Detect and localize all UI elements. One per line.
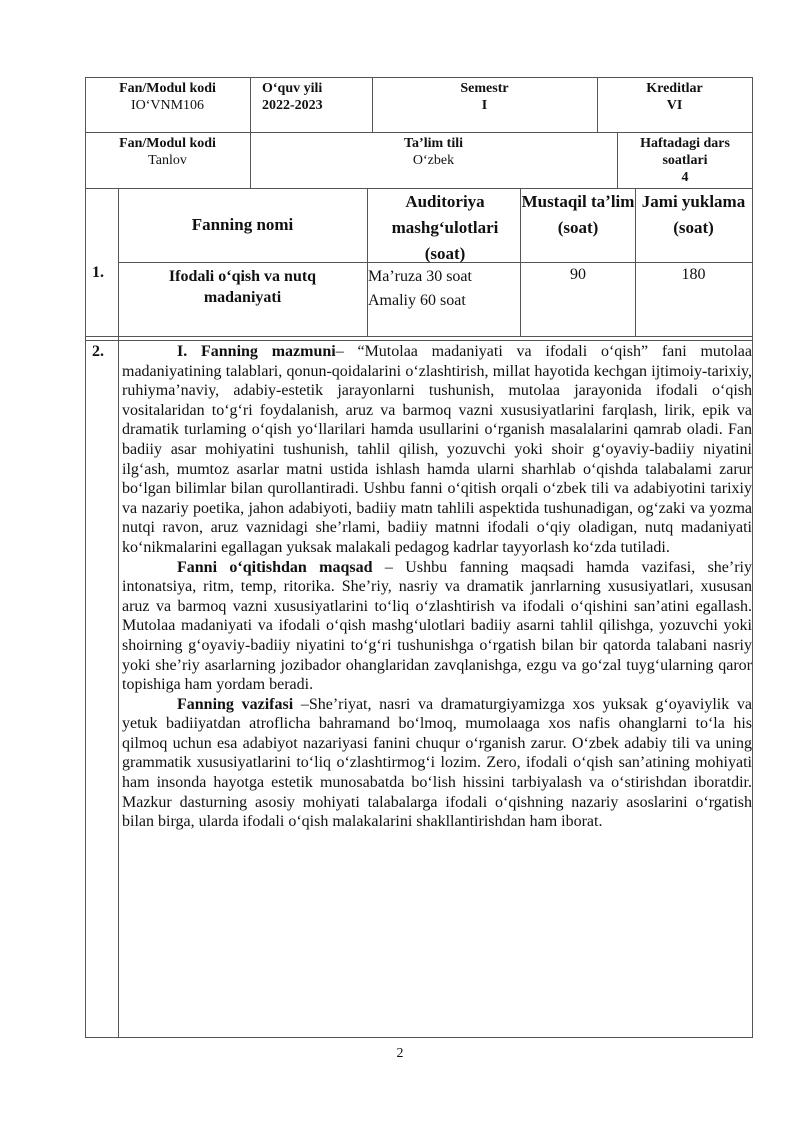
language-value: Oʻzbek [412, 153, 455, 168]
goal-paragraph [122, 558, 752, 695]
semester-value: I [481, 98, 488, 113]
weekly-hours-cell [630, 135, 740, 186]
practice-hours-text: Amaliy 60 soat [368, 292, 466, 309]
content-text: – “Mutolaa madaniyati va ifodali oʻqish” fani mutolaa madaniyatining talablari, qonun-qoidalarini oʻzlashtirish, millat hayotida kechgan ijtimoiy-tarixiy, ruhiyma’naviy, adabiy-estetik jarayonlarni tushunish, mutolaa jarayonida ifodali oʻqish vositalaridan toʻgʻri foydalanish, aruz va barmoq vazni xususiyatlarini farqlash, lirik, epik va dramatik turlaming oʻqish yoʻllarilari hamda usullarini oʻrganish masalalarini qamrab oladi. Fan badiiy asar mohiyatini tushunish, tahlil qilish, yozuvchi yoki shoir gʻoyaviy-badiiy niyatini ilgʻash, mumtoz asarlar matni ustida ishlash hamda ularni sharhlab oʻqishda talabalami zarur boʻlgan bilimlar bilan qurollantiradi. Ushbu fanni oʻqitish orqali oʻzbek tili va adabiyotini tarixiy va nazariy poetika, jahon adabiyoti, badiiy matn tahlili aspektida tushunadigan, ogʻzaki va yozma nutqi ravon, aruz vaznidagi sheʼrlami, badiiy matnni ifodali oʻqiy oladigan, nutq madaniyati koʻnikmalarini egallagan yuksak malakali pedagog kadrlar tayyorlash koʻzda tutiladi. [122, 343, 753, 556]
modul-code-label: Fan/Modul kodi [119, 81, 216, 96]
tasks-heading: Fanning vazifasi [177, 695, 294, 713]
weekly-hours-value: 4 [681, 170, 689, 185]
tasks-text: –Sheʼriyat, nasri va dramaturgiyamizga xos yuksak gʻoyaviylik va yetuk badiiyatdan atroflicha bahramand boʻlmoq, mumolaaga xos nafis ohanglarni toʻla his qilmoq uchun esa adabiyot nazariyasi fanini chuqur oʻrganish zarur. Oʻzbek adabiy tili va uning grammatik xususiyatlarini toʻliq oʻzlashtirmogʻi lozim. Zero, ifodali oʻqish sanʼatining mohiyati ham insonda hayotga estetik munosabatda boʻlish hissini tarbiyalash va oʻstirishdan iboratdir. Mazkur dasturning asosiy mohiyati talabalarga ifodali oʻqishning nazariy asoslarini oʻrgatish bilan birga, ularda ifodali oʻqish malakalarini shakllantirishdan ham iborat. [122, 695, 753, 831]
language-cell [250, 135, 617, 169]
semester-cell [372, 80, 597, 114]
total-load-header: Jami yuklama (soat) [641, 192, 746, 237]
year-cell [262, 80, 372, 114]
lecture-hours-text: Maʼruza 30 soat [368, 268, 472, 285]
total-hours: 180 [681, 266, 706, 283]
year-label: Oʻquv yili [262, 81, 323, 96]
section-1-number: 1. [92, 264, 104, 281]
credits-cell [597, 80, 752, 114]
year-value: 2022-2023 [262, 98, 323, 113]
modul-code-cell-2 [85, 135, 250, 169]
credits-label: Kreditlar [646, 81, 703, 96]
tasks-paragraph [122, 695, 752, 832]
auditorium-header: Auditoriya mashgʻulotlari (soat) [391, 192, 499, 263]
weekly-hours-label: Haftadagi dars soatlari [640, 136, 730, 168]
content-paragraph [122, 342, 752, 558]
semester-label: Semestr [460, 81, 509, 96]
page-number: 2 [396, 1046, 404, 1061]
section-2-number: 2. [92, 343, 104, 360]
self-study-hours: 90 [570, 266, 586, 283]
modul-code-value: IOʻVNM106 [130, 98, 205, 113]
credits-value: VI [666, 98, 683, 113]
content-heading: I. Fanning mazmuni [177, 343, 336, 360]
subject-name-header: Fanning nomi [191, 215, 294, 234]
modul-code-value-2: Tanlov [148, 153, 187, 168]
modul-code-label-2: Fan/Modul kodi [119, 136, 216, 151]
self-study-header: Mustaqil taʼlim (soat) [521, 192, 635, 237]
modul-code-cell [85, 80, 250, 114]
language-label: Taʼlim tili [404, 136, 463, 151]
lecture-hours [368, 265, 518, 313]
subject-name: Ifodali oʻqish va nutq madaniyati [168, 268, 317, 306]
goal-heading: Fanni oʻqitishdan maqsad [177, 558, 373, 576]
section-2-body [122, 342, 752, 832]
goal-text: – Ushbu fanning maqsadi hamda vazifasi, sheʼriy intonatsiya, ritm, temp, ritorika. Sheʼriy, nasriy va dramatik janrlarning xususiyatlari, xususan aruz va barmoq vazni xususiyatlarini toʻliq oʻzlashtirish va ifodali oʻqishini sanʼatini egallash. Mutolaa madaniyati va ifodali oʻqish mashgʻulotlari badiiy asarni tahlil qilishga, yozuvchi yoki shoirning gʻoyaviy-badiiy niyatini toʻgʻri tushunishga oʻrgatish bilan bir qatorda talabani nasriy yoki sheʼriy asarlarning jozibador ohanglaridan zavqlanishga, ezgu va goʻzal tuygʻularning qaror topishiga ham yordam beradi. [122, 558, 753, 694]
